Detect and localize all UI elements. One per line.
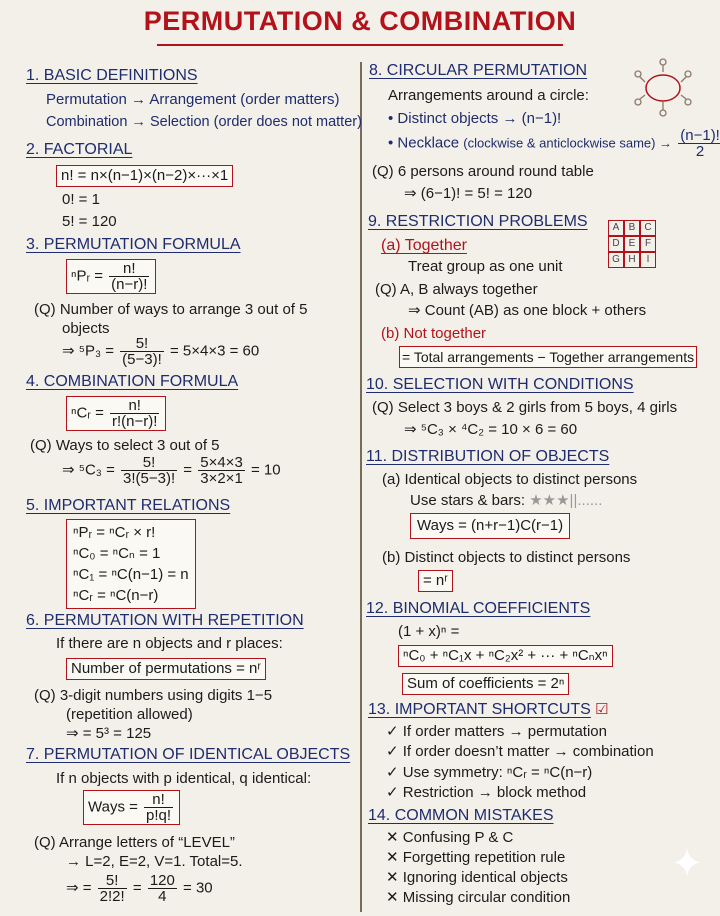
distribution-distinct: (b) Distinct objects to distinct persons [382,549,631,566]
necklace-num: (n−1)! [680,127,720,144]
column-divider [360,62,362,912]
level-den1: 2!2! [99,888,125,905]
grid-cell: H [624,252,640,268]
level-result: = 30 [183,879,213,897]
grid-cell: E [624,236,640,252]
combination-formula-box [66,396,166,431]
identical-num: n! [144,792,173,808]
level-num1: 5! [98,873,127,889]
heading-restriction-problems: 9. RESTRICTION PROBLEMS [368,213,588,230]
shortcut-3: ✓ Use symmetry: ⁿCᵣ = ⁿC(n−r) [386,764,593,781]
comb-answer-result: = 10 [250,461,281,479]
comb-answer-fraction2 [198,455,245,486]
shortcut-4: ✓ Restriction → block method [386,784,587,801]
heading-binomial: 12. BINOMIAL COEFFICIENTS [366,600,591,617]
restriction-together: (a) Together [381,237,467,254]
grid-cell: I [640,252,656,268]
heading-permutation-formula: 3. PERMUTATION FORMULA [26,236,241,253]
selection-answer: ⇒ ⁵C₃ × ⁴C₂ = 10 × 6 = 60 [404,421,578,438]
comb-answer-fraction1 [121,455,177,486]
def-permutation: Permutation → Arrangement (order matters) [46,91,340,108]
ncr-numerator: n! [110,398,159,414]
factorial-five: 5! = 120 [62,213,117,230]
binomial-expansion-box: ⁿC₀ + ⁿC₁x + ⁿC₂x² + ··· + ⁿCₙxⁿ [398,645,613,667]
not-together-box: = Total arrangements − Together arrangements [399,346,697,368]
identical-fraction [144,792,173,823]
perm-answer-arrow: ⇒ ⁵P₃ = [62,342,114,360]
shortcut-1: ✓ If order matters → permutation [386,723,607,740]
level-answer [66,873,213,904]
grid-cell: G [608,252,624,268]
stars-bars-line [410,492,602,510]
def-combination: Combination → Selection (order does not matter) [46,114,362,130]
grid-cell: D [608,236,624,252]
heading-distribution: 11. DISTRIBUTION OF OBJECTS [366,448,610,465]
people-around-table-icon [628,56,698,118]
restriction-question: (Q) A, B always together [375,281,538,298]
stars-bars-label: Use stars & bars: [410,492,526,509]
heading-factorial: 2. FACTORIAL [26,141,133,158]
relations-box [66,519,196,609]
necklace-label: • Necklace [388,134,460,152]
comb-answer-arrow: ⇒ ⁵C₃ = [62,461,115,479]
npr-fraction [109,261,149,292]
comb-question: (Q) Ways to select 3 out of 5 [30,437,220,454]
title-underline [157,44,563,46]
sum-coefficients-box: Sum of coefficients = 2ⁿ [402,673,569,695]
relation-4: ⁿCᵣ = ⁿC(n−r) [73,587,159,604]
level-num2: 120 [149,872,175,889]
selection-question: (Q) Select 3 boys & 2 girls from 5 boys, 4 girls [372,399,678,416]
identical-intro: If n objects with p identical, q identical: [56,770,312,787]
relation-2: ⁿC₀ = ⁿCₙ = 1 [73,545,161,562]
distribution-identical: (a) Identical objects to distinct persons [382,471,638,488]
heading-basic-definitions: 1. BASIC DEFINITIONS [26,67,198,84]
perm-answer-num: 5! [120,336,164,352]
circular-answer: ⇒ (6−1)! = 5! = 120 [404,185,533,202]
restriction-together-desc: Treat group as one unit [408,258,563,275]
relation-1: ⁿPᵣ = ⁿCᵣ × r! [73,524,156,541]
level-fraction2 [148,873,177,904]
relation-3: ⁿC₁ = ⁿC(n−1) = n [73,566,189,583]
comb-answer-num1: 5! [121,455,177,471]
stars-bars-box: Ways = (n+r−1)C(r−1) [410,513,570,539]
repetition-question2: (repetition allowed) [66,706,193,723]
npr-lhs: ⁿPᵣ = [71,267,103,285]
factorial-box: n! = n×(n−1)×(n−2)×···×1 [56,165,233,187]
identical-den: p!q! [146,807,172,824]
level-eq: = [132,879,142,897]
heading-permutation-with-repetition: 6. PERMUTATION WITH REPETITION [26,612,304,629]
restriction-answer: ⇒ Count (AB) as one block + others [408,302,647,319]
heading-shortcuts-line [368,701,608,719]
repetition-answer: ⇒ = 5³ = 125 [66,725,152,742]
mistake-1: ✕ Confusing P & C [386,829,514,846]
comb-answer-num2: 5×4×3 [200,454,243,471]
perm-question-line1: (Q) Number of ways to arrange 3 out of 5 [34,301,308,318]
ncr-denominator: r!(n−r)! [112,413,158,430]
ncr-lhs: ⁿCᵣ = [71,404,104,422]
heading-shortcuts: 13. IMPORTANT SHORTCUTS [368,701,591,718]
heading-common-mistakes: 14. COMMON MISTAKES [368,807,554,824]
necklace-fraction [678,128,720,159]
letter-grid [608,220,656,268]
perm-answer-fraction [120,336,164,367]
restriction-not-together: (b) Not together [381,325,487,342]
mistake-3: ✕ Ignoring identical objects [386,869,568,886]
level-answer-arrow: ⇒ = [66,879,92,897]
level-den2: 4 [158,888,167,905]
grid-cell: B [624,220,640,236]
mistake-4: ✕ Missing circular condition [386,889,571,906]
heading-combination-formula: 4. COMBINATION FORMULA [26,373,239,390]
heading-important-relations: 5. IMPORTANT RELATIONS [26,497,231,514]
comb-answer-den1: 3!(5−3)! [123,470,176,487]
grid-cell: A [608,220,624,236]
grid-cell: F [640,236,656,252]
ncr-fraction [110,398,159,429]
heading-selection-conditions: 10. SELECTION WITH CONDITIONS [366,376,634,393]
npr-denominator: (n−r)! [111,276,148,293]
identical-box [83,790,180,825]
checkbox-icon: ☑ [595,701,609,718]
grid-cell: C [640,220,656,236]
level-counts: → L=2, E=2, V=1. Total=5. [66,853,243,870]
heading-identical-objects: 7. PERMUTATION OF IDENTICAL OBJECTS [26,746,351,763]
repetition-box: Number of permutations = nʳ [66,658,266,680]
comb-answer-eq: = [183,461,193,479]
necklace-note: (clockwise & anticlockwise same) → [463,135,673,151]
perm-answer [62,336,259,367]
necklace-den: 2 [695,143,705,160]
shortcut-2: ✓ If order doesn’t matter → combination [386,743,654,760]
binomial-lhs: (1 + x)ⁿ = [398,623,460,640]
permutation-formula-box [66,259,156,294]
circular-question: (Q) 6 persons around round table [372,163,594,180]
perm-question-line2: objects [62,320,110,337]
factorial-zero: 0! = 1 [62,191,100,208]
mistake-2: ✕ Forgetting repetition rule [386,849,566,866]
page-title: PERMUTATION & COMBINATION [143,6,577,36]
repetition-question1: (Q) 3-digit numbers using digits 1−5 [34,687,273,704]
circular-distinct: • Distinct objects → (n−1)! [388,110,562,127]
stars-bars-icon: ★★★||...... [529,492,603,509]
sparkle-icon: ✦ [670,842,704,886]
comb-answer [62,455,281,486]
circular-necklace [388,128,720,159]
npr-numerator: n! [109,261,149,277]
perm-answer-den: (5−3)! [122,351,162,368]
comb-answer-den2: 3×2×1 [200,470,243,487]
identical-ways-lhs: Ways = [88,798,138,816]
level-question: (Q) Arrange letters of “LEVEL” [34,834,235,851]
heading-circular-permutation: 8. CIRCULAR PERMUTATION [369,62,588,79]
level-fraction1 [98,873,127,904]
distinct-box: = nʳ [418,570,453,592]
circular-intro: Arrangements around a circle: [388,87,589,104]
repetition-intro: If there are n objects and r places: [56,635,283,652]
perm-answer-result: = 5×4×3 = 60 [169,342,260,360]
